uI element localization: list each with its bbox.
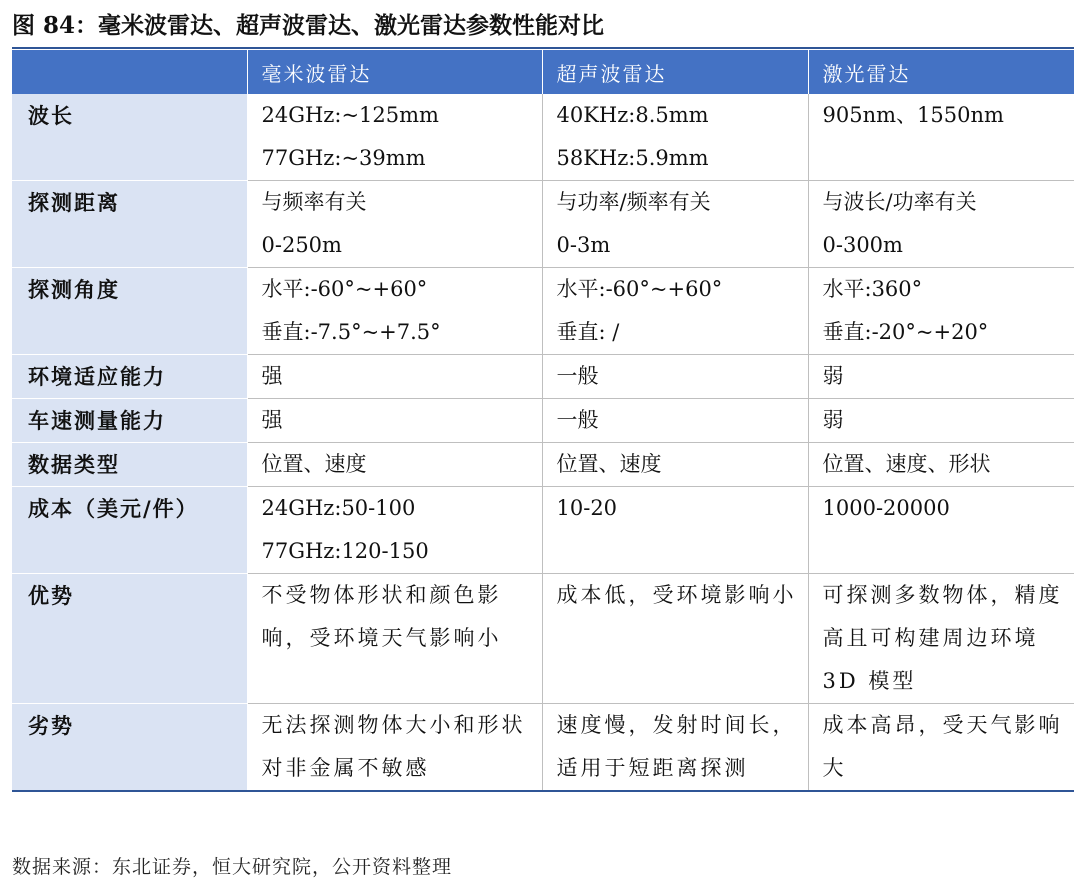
cell-line: 成本高昂，受天气影响大: [822, 713, 1063, 780]
cell-line: 垂直:-20°~+20°: [822, 320, 989, 344]
table-cell: [542, 355, 808, 399]
cell-line: 0-3m: [556, 233, 611, 257]
comparison-table: [12, 50, 1074, 792]
table-cell: [808, 355, 1074, 399]
table-cell: [542, 94, 808, 181]
table-cell: [247, 399, 542, 443]
row-label: 劣势: [12, 704, 247, 792]
cell-line: 77GHz:120-150: [261, 539, 429, 563]
table-cell: [542, 181, 808, 268]
cell-line: 水平:-60°~+60°: [556, 277, 723, 301]
cell-line: 强: [261, 364, 283, 388]
cell-line: 与波长/功率有关: [822, 190, 977, 214]
row-label: 波长: [12, 94, 247, 181]
table-cell: [808, 704, 1074, 792]
table-row: [12, 704, 1074, 792]
cell-line: 不受物体形状和颜色影响，受环境天气影响小: [261, 583, 502, 650]
table-cell: [247, 181, 542, 268]
cell-line: 40KHz:8.5mm: [556, 103, 709, 127]
row-label: 优势: [12, 574, 247, 704]
table-row: [12, 94, 1074, 181]
table-cell: [808, 268, 1074, 355]
header-cell-ultrasonic: 超声波雷达: [542, 50, 808, 94]
table-cell: [247, 268, 542, 355]
cell-line: 与功率/频率有关: [556, 190, 711, 214]
table-cell: [542, 268, 808, 355]
table-row: [12, 399, 1074, 443]
cell-line: 10-20: [556, 496, 618, 520]
cell-line: 位置、速度: [261, 452, 367, 476]
cell-line: 无法探测物体大小和形状: [261, 713, 526, 737]
cell-line: 位置、速度: [556, 452, 662, 476]
cell-line: 与频率有关: [261, 190, 367, 214]
table-row: [12, 487, 1074, 574]
row-label: 成本（美元/件）: [12, 487, 247, 574]
table-cell: [247, 94, 542, 181]
cell-line: 可探测多数物体，精度高且可构建周边环境 3D 模型: [822, 583, 1063, 693]
table-cell: [247, 355, 542, 399]
table-cell: [808, 181, 1074, 268]
table-cell: [247, 574, 542, 704]
figure-title: 图 84：毫米波雷达、超声波雷达、激光雷达参数性能对比: [12, 12, 605, 39]
cell-line: 强: [261, 408, 283, 432]
cell-line: 905nm、1550nm: [822, 103, 1004, 127]
cell-line: 0-250m: [261, 233, 342, 257]
table-row: [12, 443, 1074, 487]
cell-line: 弱: [822, 364, 844, 388]
header-cell-corner: [12, 50, 247, 94]
cell-line: 对非金属不敏感: [261, 756, 430, 780]
row-label: 探测距离: [12, 181, 247, 268]
header-cell-lidar: 激光雷达: [808, 50, 1074, 94]
table-cell: [247, 443, 542, 487]
cell-line: 水平:-60°~+60°: [261, 277, 428, 301]
header-cell-mmwave: 毫米波雷达: [247, 50, 542, 94]
table-cell: [542, 487, 808, 574]
row-label: 环境适应能力: [12, 355, 247, 399]
table-row: [12, 355, 1074, 399]
table-cell: [808, 443, 1074, 487]
row-label: 车速测量能力: [12, 399, 247, 443]
row-label: 探测角度: [12, 268, 247, 355]
table-cell: [808, 94, 1074, 181]
table-row: [12, 181, 1074, 268]
cell-line: 垂直:-7.5°~+7.5°: [261, 320, 441, 344]
header-row: [12, 50, 1074, 94]
cell-line: 1000-20000: [822, 496, 950, 520]
row-label: 数据类型: [12, 443, 247, 487]
table-cell: [542, 399, 808, 443]
table-cell: [542, 704, 808, 792]
cell-line: 垂直: /: [556, 320, 620, 344]
table-cell: [808, 487, 1074, 574]
cell-line: 一般: [556, 364, 599, 388]
cell-line: 成本低，受环境影响小: [556, 583, 797, 607]
cell-line: 水平:360°: [822, 277, 923, 301]
table-cell: [247, 704, 542, 792]
cell-line: 24GHz:~125mm: [261, 103, 439, 127]
cell-line: 位置、速度、形状: [822, 452, 991, 476]
table-row: [12, 268, 1074, 355]
cell-line: 一般: [556, 408, 599, 432]
cell-line: 58KHz:5.9mm: [556, 146, 709, 170]
table-cell: [542, 443, 808, 487]
table-cell: [247, 487, 542, 574]
cell-line: 速度慢，发射时间长，适用于短距离探测: [556, 713, 797, 780]
table-cell: [808, 399, 1074, 443]
source-note: 数据来源：东北证券，恒大研究院，公开资料整理: [12, 856, 453, 878]
table-cell: [808, 574, 1074, 704]
table-row: [12, 574, 1074, 704]
cell-line: 24GHz:50-100: [261, 496, 416, 520]
cell-line: 77GHz:~39mm: [261, 146, 426, 170]
title-rule: [12, 47, 1074, 49]
cell-line: 0-300m: [822, 233, 903, 257]
table-cell: [542, 574, 808, 704]
cell-line: 弱: [822, 408, 844, 432]
